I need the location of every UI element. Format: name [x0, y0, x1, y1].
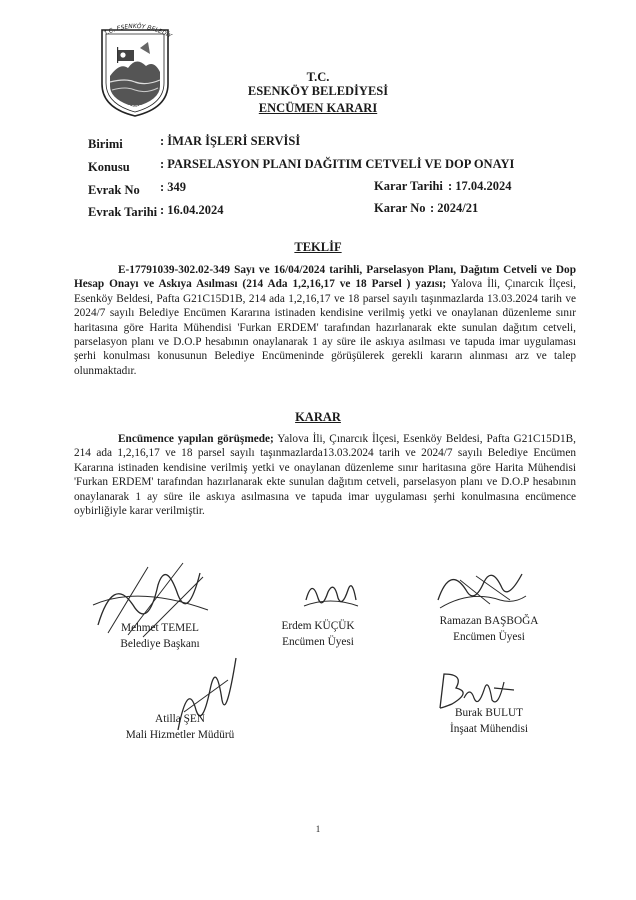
signature-erdem-kucuk: [300, 570, 360, 615]
karar-tarihi-label: Karar Tarihi: [374, 179, 443, 193]
document-type: ENCÜMEN KARARI: [258, 101, 378, 115]
signatory-3-name: Ramazan BAŞBOĞA: [439, 615, 539, 627]
teklif-bold-lead: E-17791039-302.02-349 Sayı ve 16/04/2024 tarihli, Parselasyon Planı, Dağıtım Cetveli ve Dop Hesap Onayı ve Askıya Asılması (214 Ada 1,2,16,17 ve 18 Parsel ) yazısı;: [74, 264, 576, 291]
signature-atilla-sen: [170, 650, 245, 740]
konusu-value: : PARSELASYON PLANI DAĞITIM CETVELİ VE DOP ONAYI: [160, 157, 515, 171]
seal-year: 1992: [128, 105, 142, 111]
country-label: T.C.: [306, 70, 330, 84]
evrak-tarihi-label: Evrak Tarihi: [88, 205, 158, 219]
karar-paragraph: [74, 432, 576, 518]
signatory-5-title: İnşaat Mühendisi: [449, 723, 529, 735]
konusu-label: Konusu: [88, 160, 130, 174]
karar-no-label: Karar No: [374, 201, 426, 215]
karar-bold-lead: Encümence yapılan görüşmede;: [118, 433, 274, 445]
signatory-4-name: Atilla ŞEN: [155, 713, 205, 725]
signatory-4-title: Mali Hizmetler Müdürü: [125, 729, 235, 741]
signatory-3-title: Encümen Üyesi: [453, 631, 525, 643]
karar-title: KARAR: [295, 410, 341, 424]
signatory-1-title: Belediye Başkanı: [120, 638, 200, 650]
evrak-no-value: : 349: [160, 180, 187, 194]
seal-text: T.C. ESENKÖY BELEDİY: [103, 22, 173, 40]
teklif-paragraph: [74, 263, 576, 378]
karar-body: Yalova İli, Çınarcık İlçesi, Esenköy Beldesi, Pafta G21C15D1B, 214 ada 1,2,16,17 ve 18 parsel sayılı taşınmazlarda13.03.2024 tarih ve 2024/7 sayılı Belediye Encümen Kararına istinaden kendisine verilmiş yetki ve onaylanan düzenleme sınır haritasına göre Harita Mühendisi 'Furkan ERDEM' tarafından hazırlanarak ekte sunulan dağıtım cetveli, parselasyon planı ve D.O.P hesabının onaylanarak 1 ay süre ile askıya asılmasına ve tapuda imar uygulaması şerhi konulmasına encümence oybirliğiyle karar verilmiştir.: [74, 433, 576, 518]
signatory-2-name: Erdem KÜÇÜK: [281, 620, 355, 632]
institution-name: ESENKÖY BELEDİYESİ: [247, 84, 389, 98]
karar-tarihi-value: : 17.04.2024: [448, 179, 512, 193]
signature-ramazan-basboga: [430, 560, 530, 620]
signatory-5-name: Burak BULUT: [454, 707, 524, 719]
evrak-tarihi-value: : 16.04.2024: [160, 203, 224, 217]
signatory-2-title: Encümen Üyesi: [282, 636, 354, 648]
karar-no-value: : 2024/21: [430, 201, 479, 215]
birimi-value: : İMAR İŞLERİ SERVİSİ: [160, 134, 301, 148]
birimi-label: Birimi: [88, 137, 123, 151]
page-number: 1: [315, 824, 321, 834]
teklif-body: Yalova İli, Çınarcık İlçesi, Esenköy Beldesi, Pafta G21C15D1B, 214 ada 1,2,16,17 ve 18 parsel sayılı taşınmazlarda 13.03.2024 tarih ve 2024/7 sayılı Belediye Encümen Kararına istinaden kendisine verilmiş yetki ve onaylanan düzenleme sınır haritasına göre Harita Mühendisi 'Furkan ERDEM' tarafından hazırlanarak ekte sunulan dağıtım cetveli, parselasyon planı ve D.O.P hesabının onaylanarak 1 ay süre ile askıya asılması ve tapuda imar uygulaması şerhi konulması konusunun Belediye Encümeninde görüşülerek gerekli kararın alınması arz ve talep olunmaktadır.: [74, 278, 577, 377]
teklif-title: TEKLİF: [294, 240, 342, 254]
evrak-no-label: Evrak No: [88, 183, 140, 197]
signatory-1-name: Mehmet TEMEL: [121, 622, 199, 634]
